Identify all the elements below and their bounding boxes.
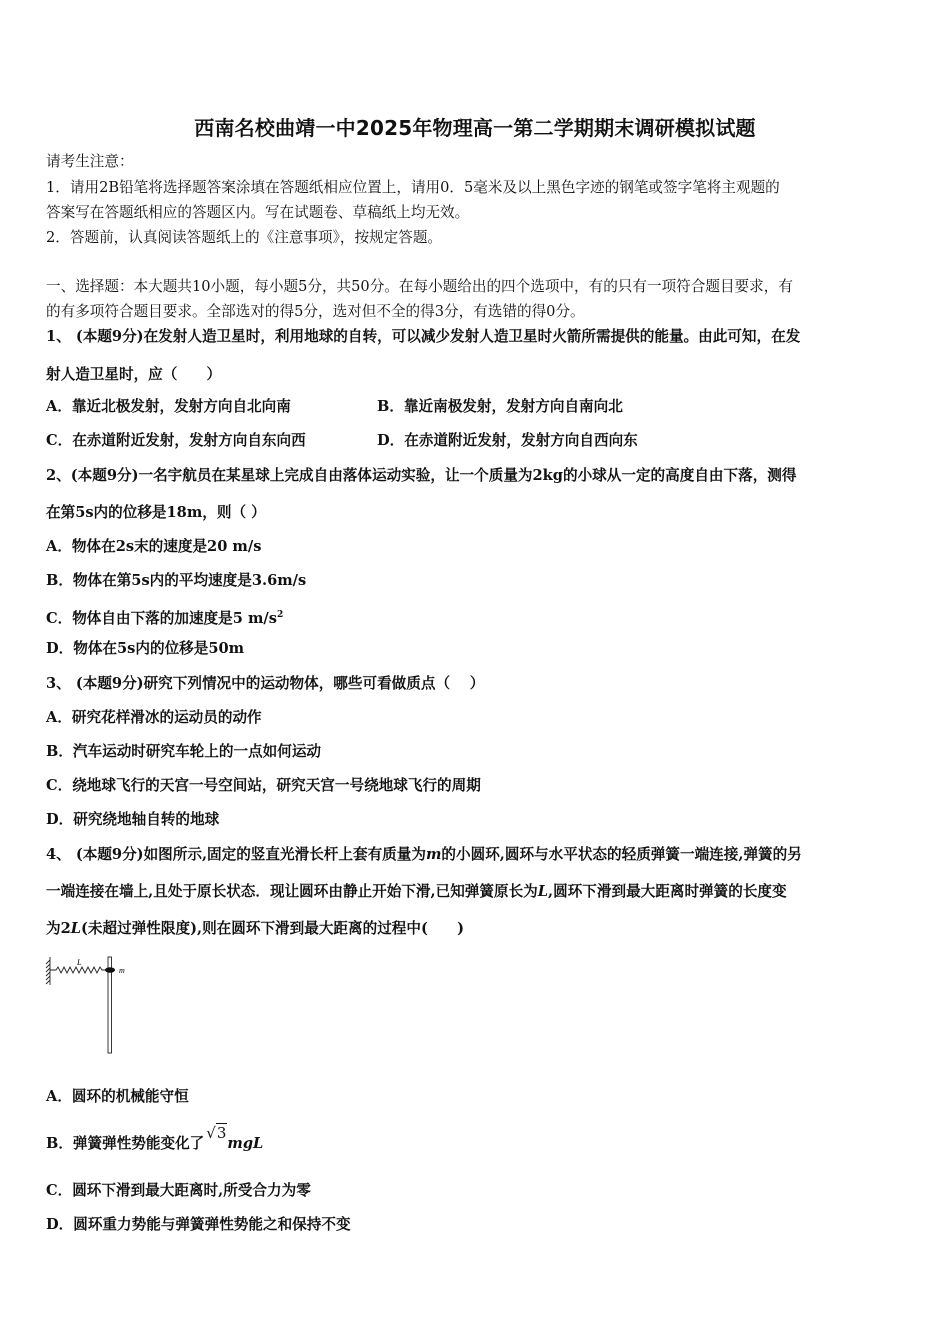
- q4-stem-line-1-b: 的小圆环,圆环与水平状态的轻质弹簧一端连接,弹簧的另: [441, 846, 802, 863]
- q2-option-c: [46, 605, 283, 629]
- q4-mass-symbol: m: [425, 846, 442, 863]
- q1-stem-line-1: 1、 (本题9分)在发射人造卫星时，利用地球的自转，可以减少发射人造卫星时火箭所需提供的能量。由此可知，在发: [46, 328, 801, 345]
- wall-hatching: [46, 957, 50, 985]
- q1-option-d: D．在赤道附近发射，发射方向自西向东: [377, 432, 638, 449]
- q4-option-a: A．圆环的机械能守恒: [46, 1088, 189, 1105]
- q4-option-b-text: B．弹簧弹性势能变化了: [46, 1135, 205, 1152]
- q4-stem-line-2: [46, 882, 787, 902]
- section-intro-line-2: 的有多项符合题目要求。全部选对的得5分，选对但不全的得3分，有选错的得0分。: [46, 303, 585, 320]
- q4-stem-line-3-b: (未超过弹性限度),则在圆环下滑到最大距离的过程中( ): [81, 920, 464, 937]
- q4-stem-line-1: [46, 845, 802, 865]
- q4-stem-line-3: [46, 919, 464, 939]
- q4-length-symbol-2: L: [70, 920, 82, 937]
- q3-option-b: B．汽车运动时研究车轮上的一点如何运动: [46, 743, 322, 760]
- ring: [105, 967, 115, 973]
- page-title: 西南名校曲靖一中2025年物理高一第二学期期末调研模拟试题: [194, 116, 756, 140]
- q1-stem-line-2: 射人造卫星时，应（ ）: [46, 366, 222, 383]
- q2-option-b: B．物体在第5s内的平均速度是3.6m/s: [46, 572, 307, 589]
- q2-option-d: D．物体在5s内的位移是50m: [46, 640, 245, 657]
- notice-heading: 请考生注意：: [46, 153, 134, 170]
- q4-option-c: C．圆环下滑到最大距离时,所受合力为零: [46, 1182, 311, 1199]
- q2-option-c-text: C．物体自由下落的加速度是5 m/s: [46, 609, 277, 627]
- q2-stem-line-2: 在第5s内的位移是18m，则（ ）: [46, 504, 266, 521]
- q3-option-c: C．绕地球飞行的天宫一号空间站，研究天宫一号绕地球飞行的周期: [46, 777, 481, 794]
- notice-item-1-line-2: 答案写在答题纸相应的答题区内。写在试题卷、草稿纸上均无效。: [46, 204, 470, 221]
- section-intro-line-1: 一、选择题：本大题共10小题，每小题5分，共50分。在每小题给出的四个选项中，有的只有一项符合题目要求，有: [46, 278, 793, 295]
- q1-option-a: A．靠近北极发射，发射方向自北向南: [46, 398, 291, 415]
- q2-stem-line-1: 2、(本题9分)一名宇航员在某星球上完成自由落体运动实验，让一个质量为2kg的小球从一定的高度自由下落，测得: [46, 467, 797, 484]
- notice-item-1-line-1: 1．请用2B铅笔将选择题答案涂填在答题纸相应位置上，请用0．5毫米及以上黑色字迹的钢笔或签字笔将主观题的: [46, 179, 780, 196]
- q1-option-b: B．靠近南极发射，发射方向自南向北: [377, 398, 623, 415]
- q4-stem-line-2-a: 一端连接在墙上,且处于原长状态．现让圆环由静止开始下滑,已知弹簧原长为: [46, 883, 538, 900]
- q4-stem-line-1-a: 4、 (本题9分)如图所示,固定的竖直光滑长杆上套有质量为: [46, 846, 426, 863]
- q4-option-b: [46, 1124, 264, 1154]
- sqrt-symbol: √3: [206, 1124, 227, 1142]
- figure-label-l: L: [77, 958, 82, 967]
- q3-option-d: D．研究绕地轴自转的地球: [46, 811, 220, 828]
- figure-label-m: m: [119, 966, 125, 975]
- spring: [50, 967, 107, 973]
- q4-length-symbol: L: [537, 883, 549, 900]
- q4-option-d: D．圆环重力势能与弹簧弹性势能之和保持不变: [46, 1216, 351, 1233]
- q1-option-c: C．在赤道附近发射，发射方向自东向西: [46, 432, 306, 449]
- q2-option-a: A．物体在2s末的速度是20 m/s: [46, 538, 262, 555]
- sqrt-radicand: 3: [216, 1124, 227, 1142]
- q4-stem-line-2-b: ,圆环下滑到最大距离时弹簧的长度变: [548, 883, 787, 900]
- notice-item-2: 2．答题前，认真阅读答题纸上的《注意事项》，按规定答题。: [46, 229, 443, 246]
- q4-option-b-formula: mgL: [227, 1135, 264, 1152]
- q3-stem: 3、 (本题9分)研究下列情况中的运动物体，哪些可看做质点（ ）: [46, 675, 485, 692]
- q3-option-a: A．研究花样滑冰的运动员的动作: [46, 709, 262, 726]
- q4-stem-line-3-a: 为2: [46, 920, 71, 937]
- spring-ring-figure: [44, 955, 144, 1055]
- q2-option-c-superscript: 2: [276, 610, 284, 620]
